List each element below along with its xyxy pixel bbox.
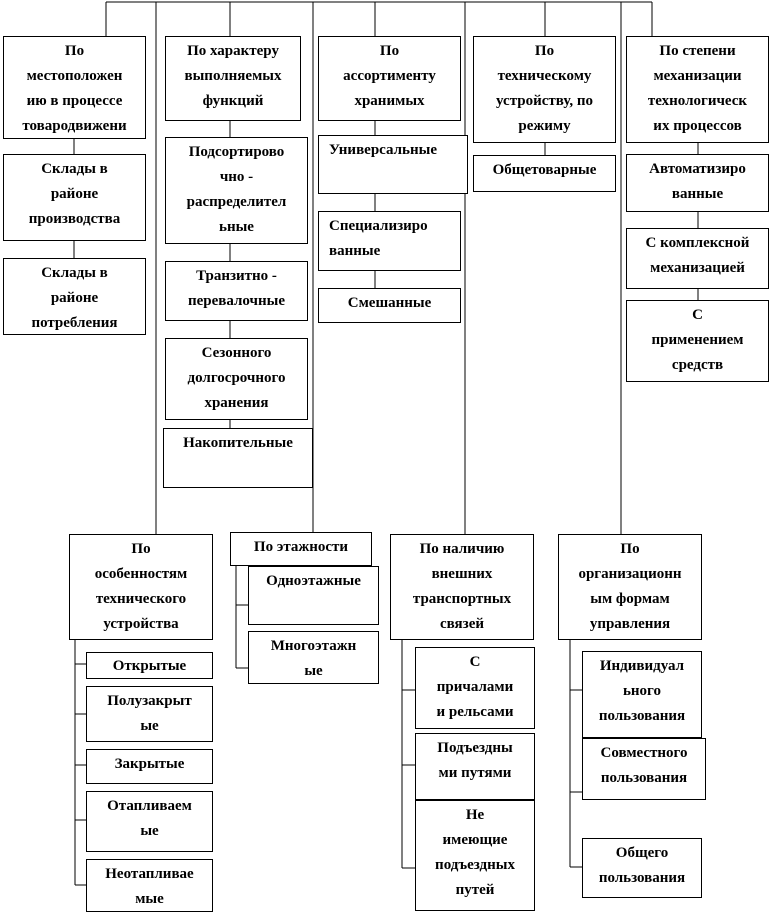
item-functions-transit: Транзитно - перевалочные [165, 261, 308, 321]
item-functions-seasonal: Сезонного долгосрочного хранения [165, 338, 308, 420]
item-functions-accumulating: Накопительные [163, 428, 313, 488]
item-technical-features-open: Открытые [86, 652, 213, 679]
category-technical-mode: По техническому устройству, по режиму [473, 36, 616, 143]
item-mechanization-complex: С комплексной механизацией [626, 228, 769, 289]
item-management-individual: Индивидуал ьного пользования [582, 651, 702, 738]
item-assortment-mixed: Смешанные [318, 288, 461, 323]
category-assortment: По ассортименту хранимых [318, 36, 461, 121]
category-mechanization: По степени механизации технологическ их процессов [626, 36, 769, 143]
item-technical-features-semi-closed: Полузакрыт ые [86, 686, 213, 742]
item-mechanization-means: С применением средств [626, 300, 769, 382]
item-technical-features-unheated: Неотапливае мые [86, 859, 213, 912]
item-technical-features-closed: Закрытые [86, 749, 213, 784]
category-management: По организационн ым формам управления [558, 534, 702, 640]
item-assortment-universal: Универсальные [318, 135, 468, 194]
category-functions: По характеру выполняемых функций [165, 36, 301, 121]
item-transport-berths-rails: С причалами и рельсами [415, 647, 535, 729]
item-management-shared: Совместного пользования [582, 738, 706, 800]
item-transport-access-roads: Подъездны ми путями [415, 733, 535, 800]
category-technical-features: По особенностям технического устройства [69, 534, 213, 640]
item-location-consumption: Склады в районе потребления [3, 258, 146, 335]
item-management-public: Общего пользования [582, 838, 702, 898]
item-mechanization-automated: Автоматизиро ванные [626, 154, 769, 212]
item-technical-mode-general: Общетоварные [473, 155, 616, 192]
item-assortment-specialized: Специализиро ванные [318, 211, 461, 271]
item-location-production: Склады в районе производства [3, 154, 146, 241]
item-technical-features-heated: Отапливаем ые [86, 791, 213, 852]
item-floors-single: Одноэтажные [248, 566, 379, 625]
item-transport-no-access: Не имеющие подъездных путей [415, 800, 535, 911]
item-floors-multi: Многоэтажн ые [248, 631, 379, 684]
item-functions-sorting: Подсортирово чно - распределител ьные [165, 137, 308, 244]
category-floors: По этажности [230, 532, 372, 566]
category-location: По местоположен ию в процессе товародвижени [3, 36, 146, 139]
category-transport: По наличию внешних транспортных связей [390, 534, 534, 640]
